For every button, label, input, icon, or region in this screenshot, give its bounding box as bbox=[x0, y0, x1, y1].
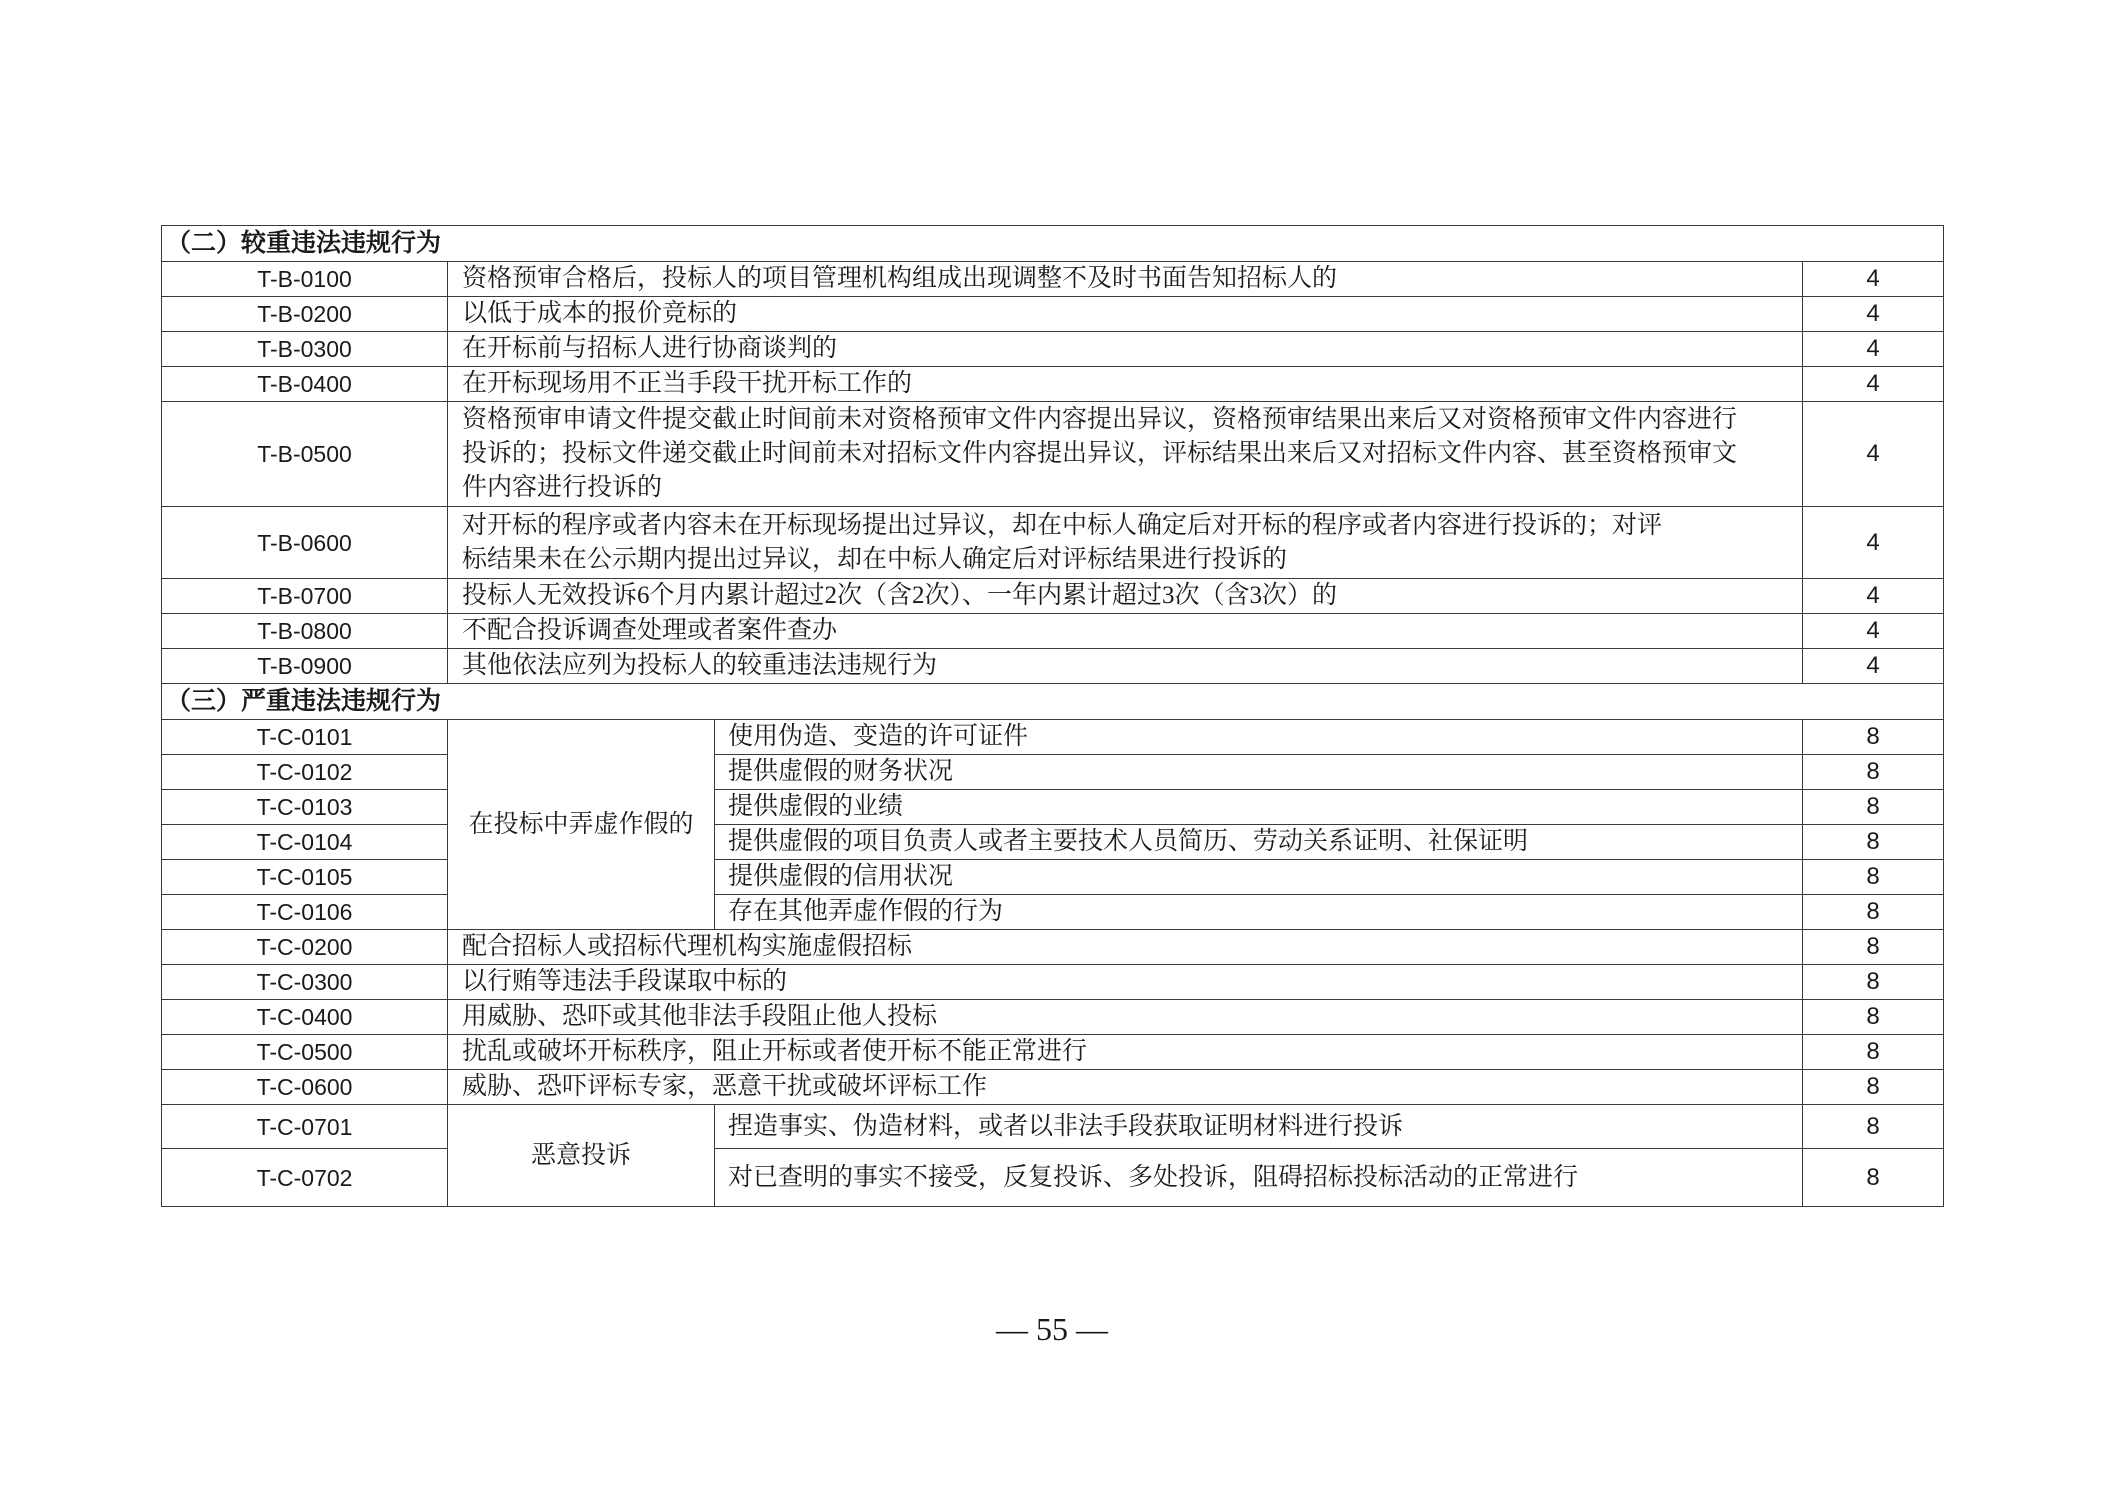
penalty-score: 4 bbox=[1803, 262, 1944, 297]
violation-description: 用威胁、恐吓或其他非法手段阻止他人投标 bbox=[448, 1000, 1803, 1035]
penalty-score: 4 bbox=[1803, 367, 1944, 402]
violation-code: T-C-0600 bbox=[162, 1070, 448, 1105]
penalty-score: 4 bbox=[1803, 579, 1944, 614]
violation-code: T-C-0200 bbox=[162, 930, 448, 965]
violation-description: 在开标现场用不正当手段干扰开标工作的 bbox=[448, 367, 1803, 402]
table-row bbox=[162, 262, 1944, 297]
table-row bbox=[162, 790, 1944, 825]
table-row bbox=[162, 825, 1944, 860]
violation-code: T-B-0700 bbox=[162, 579, 448, 614]
table-row bbox=[162, 507, 1944, 579]
group-label-malicious-complaint: 恶意投诉 bbox=[448, 1105, 715, 1207]
table-row bbox=[162, 332, 1944, 367]
table-row bbox=[162, 649, 1944, 684]
table-row bbox=[162, 1000, 1944, 1035]
violation-description: 以行贿等违法手段谋取中标的 bbox=[448, 965, 1803, 1000]
table-row bbox=[162, 1105, 1944, 1149]
penalty-score: 8 bbox=[1803, 720, 1944, 755]
table-row bbox=[162, 860, 1944, 895]
violation-code: T-C-0104 bbox=[162, 825, 448, 860]
section-title: （二）较重违法违规行为 bbox=[162, 226, 1944, 262]
violation-sub-description: 提供虚假的信用状况 bbox=[715, 860, 1803, 895]
table-row bbox=[162, 930, 1944, 965]
table-row bbox=[162, 614, 1944, 649]
penalty-score: 8 bbox=[1803, 755, 1944, 790]
violation-description bbox=[448, 402, 1803, 507]
violation-code: T-B-0300 bbox=[162, 332, 448, 367]
violation-code: T-C-0701 bbox=[162, 1105, 448, 1149]
violation-sub-description: 提供虚假的业绩 bbox=[715, 790, 1803, 825]
penalty-score: 4 bbox=[1803, 332, 1944, 367]
violation-code: T-C-0500 bbox=[162, 1035, 448, 1070]
section-title: （三）严重违法违规行为 bbox=[162, 684, 1944, 720]
table-row bbox=[162, 895, 1944, 930]
penalty-score: 4 bbox=[1803, 649, 1944, 684]
violation-code: T-C-0400 bbox=[162, 1000, 448, 1035]
penalty-score: 8 bbox=[1803, 860, 1944, 895]
violation-code: T-C-0102 bbox=[162, 755, 448, 790]
description-line: 对开标的程序或者内容未在开标现场提出过异议，却在中标人确定后对开标的程序或者内容进行投诉的；对评 bbox=[462, 511, 1663, 539]
table-row bbox=[162, 755, 1944, 790]
table-row bbox=[162, 367, 1944, 402]
penalty-score: 4 bbox=[1803, 614, 1944, 649]
penalty-score: 4 bbox=[1803, 507, 1944, 579]
violation-description bbox=[448, 507, 1803, 579]
section-row bbox=[162, 684, 1944, 720]
violation-description: 不配合投诉调查处理或者案件查办 bbox=[448, 614, 1803, 649]
violation-code: T-C-0105 bbox=[162, 860, 448, 895]
table-row bbox=[162, 965, 1944, 1000]
table-row bbox=[162, 402, 1944, 507]
penalty-score: 4 bbox=[1803, 402, 1944, 507]
penalty-score: 8 bbox=[1803, 1035, 1944, 1070]
violation-code: T-B-0200 bbox=[162, 297, 448, 332]
violation-description: 资格预审合格后，投标人的项目管理机构组成出现调整不及时书面告知招标人的 bbox=[448, 262, 1803, 297]
penalty-score: 8 bbox=[1803, 1149, 1944, 1207]
penalty-score: 8 bbox=[1803, 1000, 1944, 1035]
violation-description: 以低于成本的报价竞标的 bbox=[448, 297, 1803, 332]
violation-code: T-C-0106 bbox=[162, 895, 448, 930]
penalty-score: 8 bbox=[1803, 825, 1944, 860]
description-line: 投诉的；投标文件递交截止时间前未对招标文件内容提出异议，评标结果出来后又对招标文件内容、甚至资格预审文 bbox=[462, 440, 1738, 467]
description-line: 资格预审申请文件提交截止时间前未对资格预审文件内容提出异议，资格预审结果出来后又对资格预审文件内容进行 bbox=[462, 406, 1738, 433]
violation-description: 配合招标人或招标代理机构实施虚假招标 bbox=[448, 930, 1803, 965]
violation-code: T-B-0800 bbox=[162, 614, 448, 649]
violation-code: T-C-0103 bbox=[162, 790, 448, 825]
table-row bbox=[162, 1035, 1944, 1070]
violation-sub-description: 提供虚假的项目负责人或者主要技术人员简历、劳动关系证明、社保证明 bbox=[715, 825, 1803, 860]
violation-sub-description: 对已查明的事实不接受，反复投诉、多处投诉，阻碍招标投标活动的正常进行 bbox=[715, 1149, 1803, 1207]
penalty-score: 8 bbox=[1803, 790, 1944, 825]
table-row bbox=[162, 579, 1944, 614]
section-row bbox=[162, 226, 1944, 262]
violation-description: 在开标前与招标人进行协商谈判的 bbox=[448, 332, 1803, 367]
penalty-score: 8 bbox=[1803, 1070, 1944, 1105]
table-row bbox=[162, 720, 1944, 755]
group-label-fraud: 在投标中弄虚作假的 bbox=[448, 720, 715, 930]
violation-code: T-B-0900 bbox=[162, 649, 448, 684]
penalty-score: 8 bbox=[1803, 895, 1944, 930]
violation-code: T-C-0300 bbox=[162, 965, 448, 1000]
violation-code: T-C-0101 bbox=[162, 720, 448, 755]
violation-description: 威胁、恐吓评标专家，恶意干扰或破坏评标工作 bbox=[448, 1070, 1803, 1105]
violation-description: 扰乱或破坏开标秩序，阻止开标或者使开标不能正常进行 bbox=[448, 1035, 1803, 1070]
violation-sub-description: 捏造事实、伪造材料，或者以非法手段获取证明材料进行投诉 bbox=[715, 1105, 1803, 1149]
page-number: — 55 — bbox=[996, 1311, 1108, 1347]
penalty-score: 4 bbox=[1803, 297, 1944, 332]
violation-sub-description: 提供虚假的财务状况 bbox=[715, 755, 1803, 790]
table-row bbox=[162, 1149, 1944, 1207]
table-row bbox=[162, 1070, 1944, 1105]
violation-code: T-B-0500 bbox=[162, 402, 448, 507]
table-row bbox=[162, 297, 1944, 332]
violation-table bbox=[161, 225, 1944, 1207]
penalty-score: 8 bbox=[1803, 1105, 1944, 1149]
violation-description: 其他依法应列为投标人的较重违法违规行为 bbox=[448, 649, 1803, 684]
penalty-score: 8 bbox=[1803, 930, 1944, 965]
violation-sub-description: 存在其他弄虚作假的行为 bbox=[715, 895, 1803, 930]
violation-code: T-B-0600 bbox=[162, 507, 448, 579]
violation-code: T-B-0400 bbox=[162, 367, 448, 402]
violation-code: T-B-0100 bbox=[162, 262, 448, 297]
description-line: 标结果未在公示期内提出过异议，却在中标人确定后对评标结果进行投诉的 bbox=[462, 545, 1288, 573]
violation-code: T-C-0702 bbox=[162, 1149, 448, 1207]
penalty-score: 8 bbox=[1803, 965, 1944, 1000]
description-line: 件内容进行投诉的 bbox=[462, 474, 663, 501]
violation-sub-description: 使用伪造、变造的许可证件 bbox=[715, 720, 1803, 755]
violation-description: 投标人无效投诉6个月内累计超过2次（含2次）、一年内累计超过3次（含3次）的 bbox=[448, 579, 1803, 614]
